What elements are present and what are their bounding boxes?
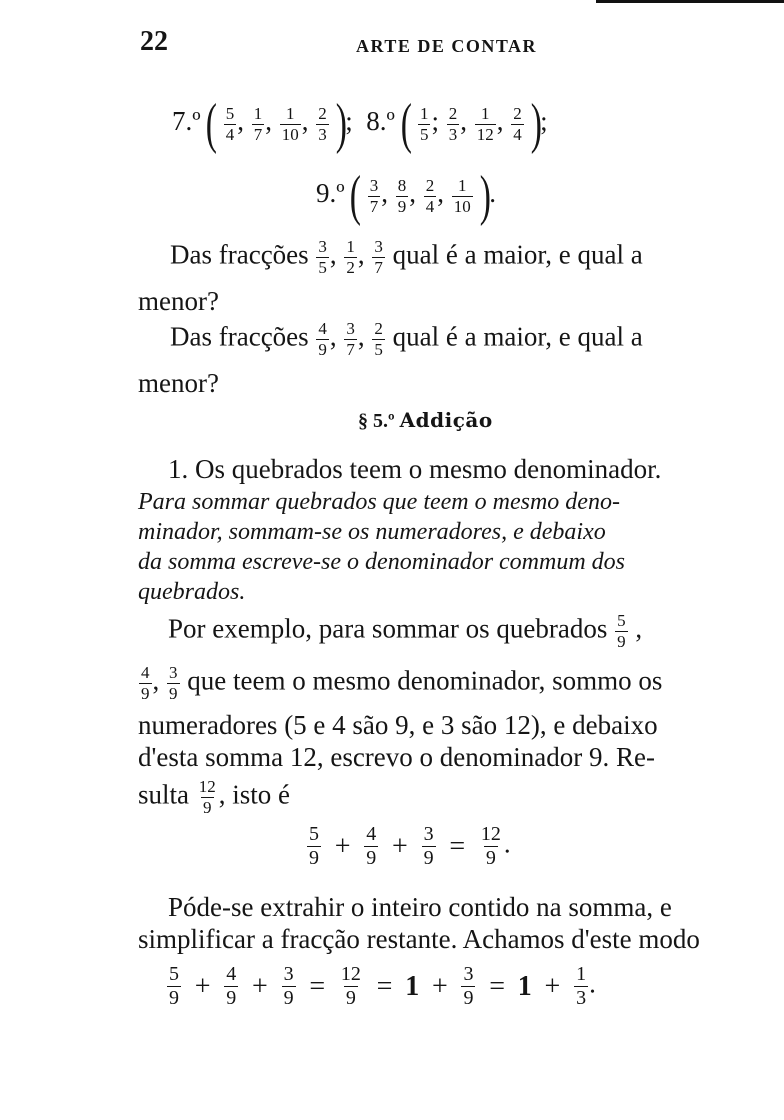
exercise-label: 7.º xyxy=(172,106,201,137)
fraction: $\frac{3}{7}$ xyxy=(369,175,379,216)
example-line-3: numeradores (5 e 4 são 9, e 3 são 12), e debaixo xyxy=(138,710,658,740)
fraction: $\frac{1}{10}$ xyxy=(281,103,299,144)
page-number: 22 xyxy=(140,26,168,57)
fraction: $\frac{12}{9}$ xyxy=(340,963,361,1009)
plus-sign: + xyxy=(194,970,211,1002)
fraction: $\frac{1}{2}$ xyxy=(346,237,355,277)
rule-text-line: Para sommar quebrados que teem o mesmo deno- xyxy=(138,489,620,515)
fraction: $\frac{2}{4}$ xyxy=(513,103,522,144)
fraction: $\frac{2}{4}$ xyxy=(425,175,435,216)
question-1-continued: menor? xyxy=(138,286,219,316)
fraction: $\frac{12}{9}$ xyxy=(480,823,501,869)
plus-sign: + xyxy=(392,830,408,862)
plus-sign: + xyxy=(431,970,448,1002)
rule-text-line: minador, sommam-se os numeradores, e debaixo xyxy=(138,519,606,545)
fraction: $\frac{3}{9}$ xyxy=(169,663,178,703)
fraction: $\frac{5}{9}$ xyxy=(309,823,319,869)
question-2-continued: menor? xyxy=(138,368,219,398)
fraction: $\frac{3}{9}$ xyxy=(463,963,474,1009)
fraction: $\frac{1}{5}$ xyxy=(419,103,429,144)
fraction: $\frac{5}{9}$ xyxy=(617,611,626,651)
example-line-1: Por exemplo, para sommar os quebrados $\frac{5}{9}$ , xyxy=(168,611,643,651)
example-line-4: d'esta somma 12, escrevo o denominador 9. Re- xyxy=(138,742,655,772)
whole-number: 1 xyxy=(405,970,420,1002)
equals-sign: = xyxy=(309,970,326,1002)
fraction: $\frac{1}{3}$ xyxy=(576,963,587,1009)
equals-sign: = xyxy=(449,830,466,862)
fraction: $\frac{8}{9}$ xyxy=(397,175,407,216)
rule-heading: 1. Os quebrados teem o mesmo denominador. xyxy=(168,454,662,484)
fraction: $\frac{4}{9}$ xyxy=(226,963,237,1009)
fraction: $\frac{4}{9}$ xyxy=(318,319,327,359)
whole-number: 1 xyxy=(517,970,532,1002)
fraction: $\frac{2}{5}$ xyxy=(374,319,383,359)
fraction: $\frac{5}{9}$ xyxy=(169,963,179,1009)
plus-sign: + xyxy=(252,970,268,1002)
exercise-label: 8.º xyxy=(366,106,395,137)
fraction: $\frac{1}{12}$ xyxy=(476,103,494,144)
top-edge-rule xyxy=(596,0,784,3)
example-line-2: $\frac{4}{9}$ , $\frac{3}{9}$ que teem o mesmo denominador, sommo os xyxy=(141,663,663,703)
fraction: $\frac{12}{9}$ xyxy=(198,777,216,817)
exercise-line-7-8: 7.º ( $\frac{5}{4}$ , $\frac{1}{7}$ , $\frac{1}{10}$ , $\frac{2}{3}$ ); 8.º ( $\frac{1}{5}$ ; $\frac{2}{3}$ , $\frac{1}{12}$ , $\frac{2}{4}$ ); xyxy=(172,93,548,155)
example-line-5: sulta $\frac{12}{9}$ , isto é xyxy=(138,777,290,817)
fraction: $\frac{5}{4}$ xyxy=(225,103,235,144)
exercise-line-9: 9.º ( $\frac{3}{7}$ , $\frac{8}{9}$ , $\frac{2}{4}$ , $\frac{1}{10}$ ). xyxy=(316,165,496,227)
plus-sign: + xyxy=(334,830,351,862)
fraction: $\frac{3}{9}$ xyxy=(423,823,434,869)
paragraph-2-line-1: Póde-se extrahir o inteiro contido na somma, e xyxy=(168,892,672,922)
fraction: $\frac{3}{5}$ xyxy=(318,237,327,277)
section-heading: § 5.º Addição xyxy=(358,408,493,432)
fraction: $\frac{2}{3}$ xyxy=(448,103,458,144)
fraction: $\frac{4}{9}$ xyxy=(366,823,377,869)
running-title: ARTE DE CONTAR xyxy=(356,36,538,56)
fraction: $\frac{3}{9}$ xyxy=(283,963,294,1009)
paragraph-2-line-2: simplificar a fracção restante. Achamos d'este modo xyxy=(138,924,700,954)
equals-sign: = xyxy=(376,970,393,1002)
fraction: $\frac{2}{3}$ xyxy=(318,103,327,144)
fraction: $\frac{4}{9}$ xyxy=(141,663,150,703)
question-1: Das fracções $\frac{3}{5}$ , $\frac{1}{2}$ , $\frac{3}{7}$ qual é a maior, e qual a xyxy=(170,237,643,277)
equals-sign: = xyxy=(489,970,506,1002)
exercise-label: 9.º xyxy=(316,178,345,209)
rule-text-line: quebrados. xyxy=(138,579,246,605)
fraction: $\frac{1}{7}$ xyxy=(253,103,263,144)
rule-text-line: da somma escreve-se o denominador commum dos xyxy=(138,549,626,575)
fraction: $\frac{3}{7}$ xyxy=(346,319,355,359)
fraction: $\frac{3}{7}$ xyxy=(374,237,383,277)
equation-1: $\frac{5}{9}$ + $\frac{4}{9}$ + $\frac{3}{9}$ = $\frac{12}{9}$ . xyxy=(309,823,511,869)
question-2: Das fracções $\frac{4}{9}$ , $\frac{3}{7}$ , $\frac{2}{5}$ qual é a maior, e qual a xyxy=(170,319,643,359)
equation-2: $\frac{5}{9}$ + $\frac{4}{9}$ + $\frac{3}{9}$ = $\frac{12}{9}$ = 1 + $\frac{3}{9}$ = 1 + $\frac{1}{3}$ . xyxy=(169,963,596,1009)
plus-sign: + xyxy=(544,970,561,1002)
fraction: $\frac{1}{10}$ xyxy=(453,175,471,216)
